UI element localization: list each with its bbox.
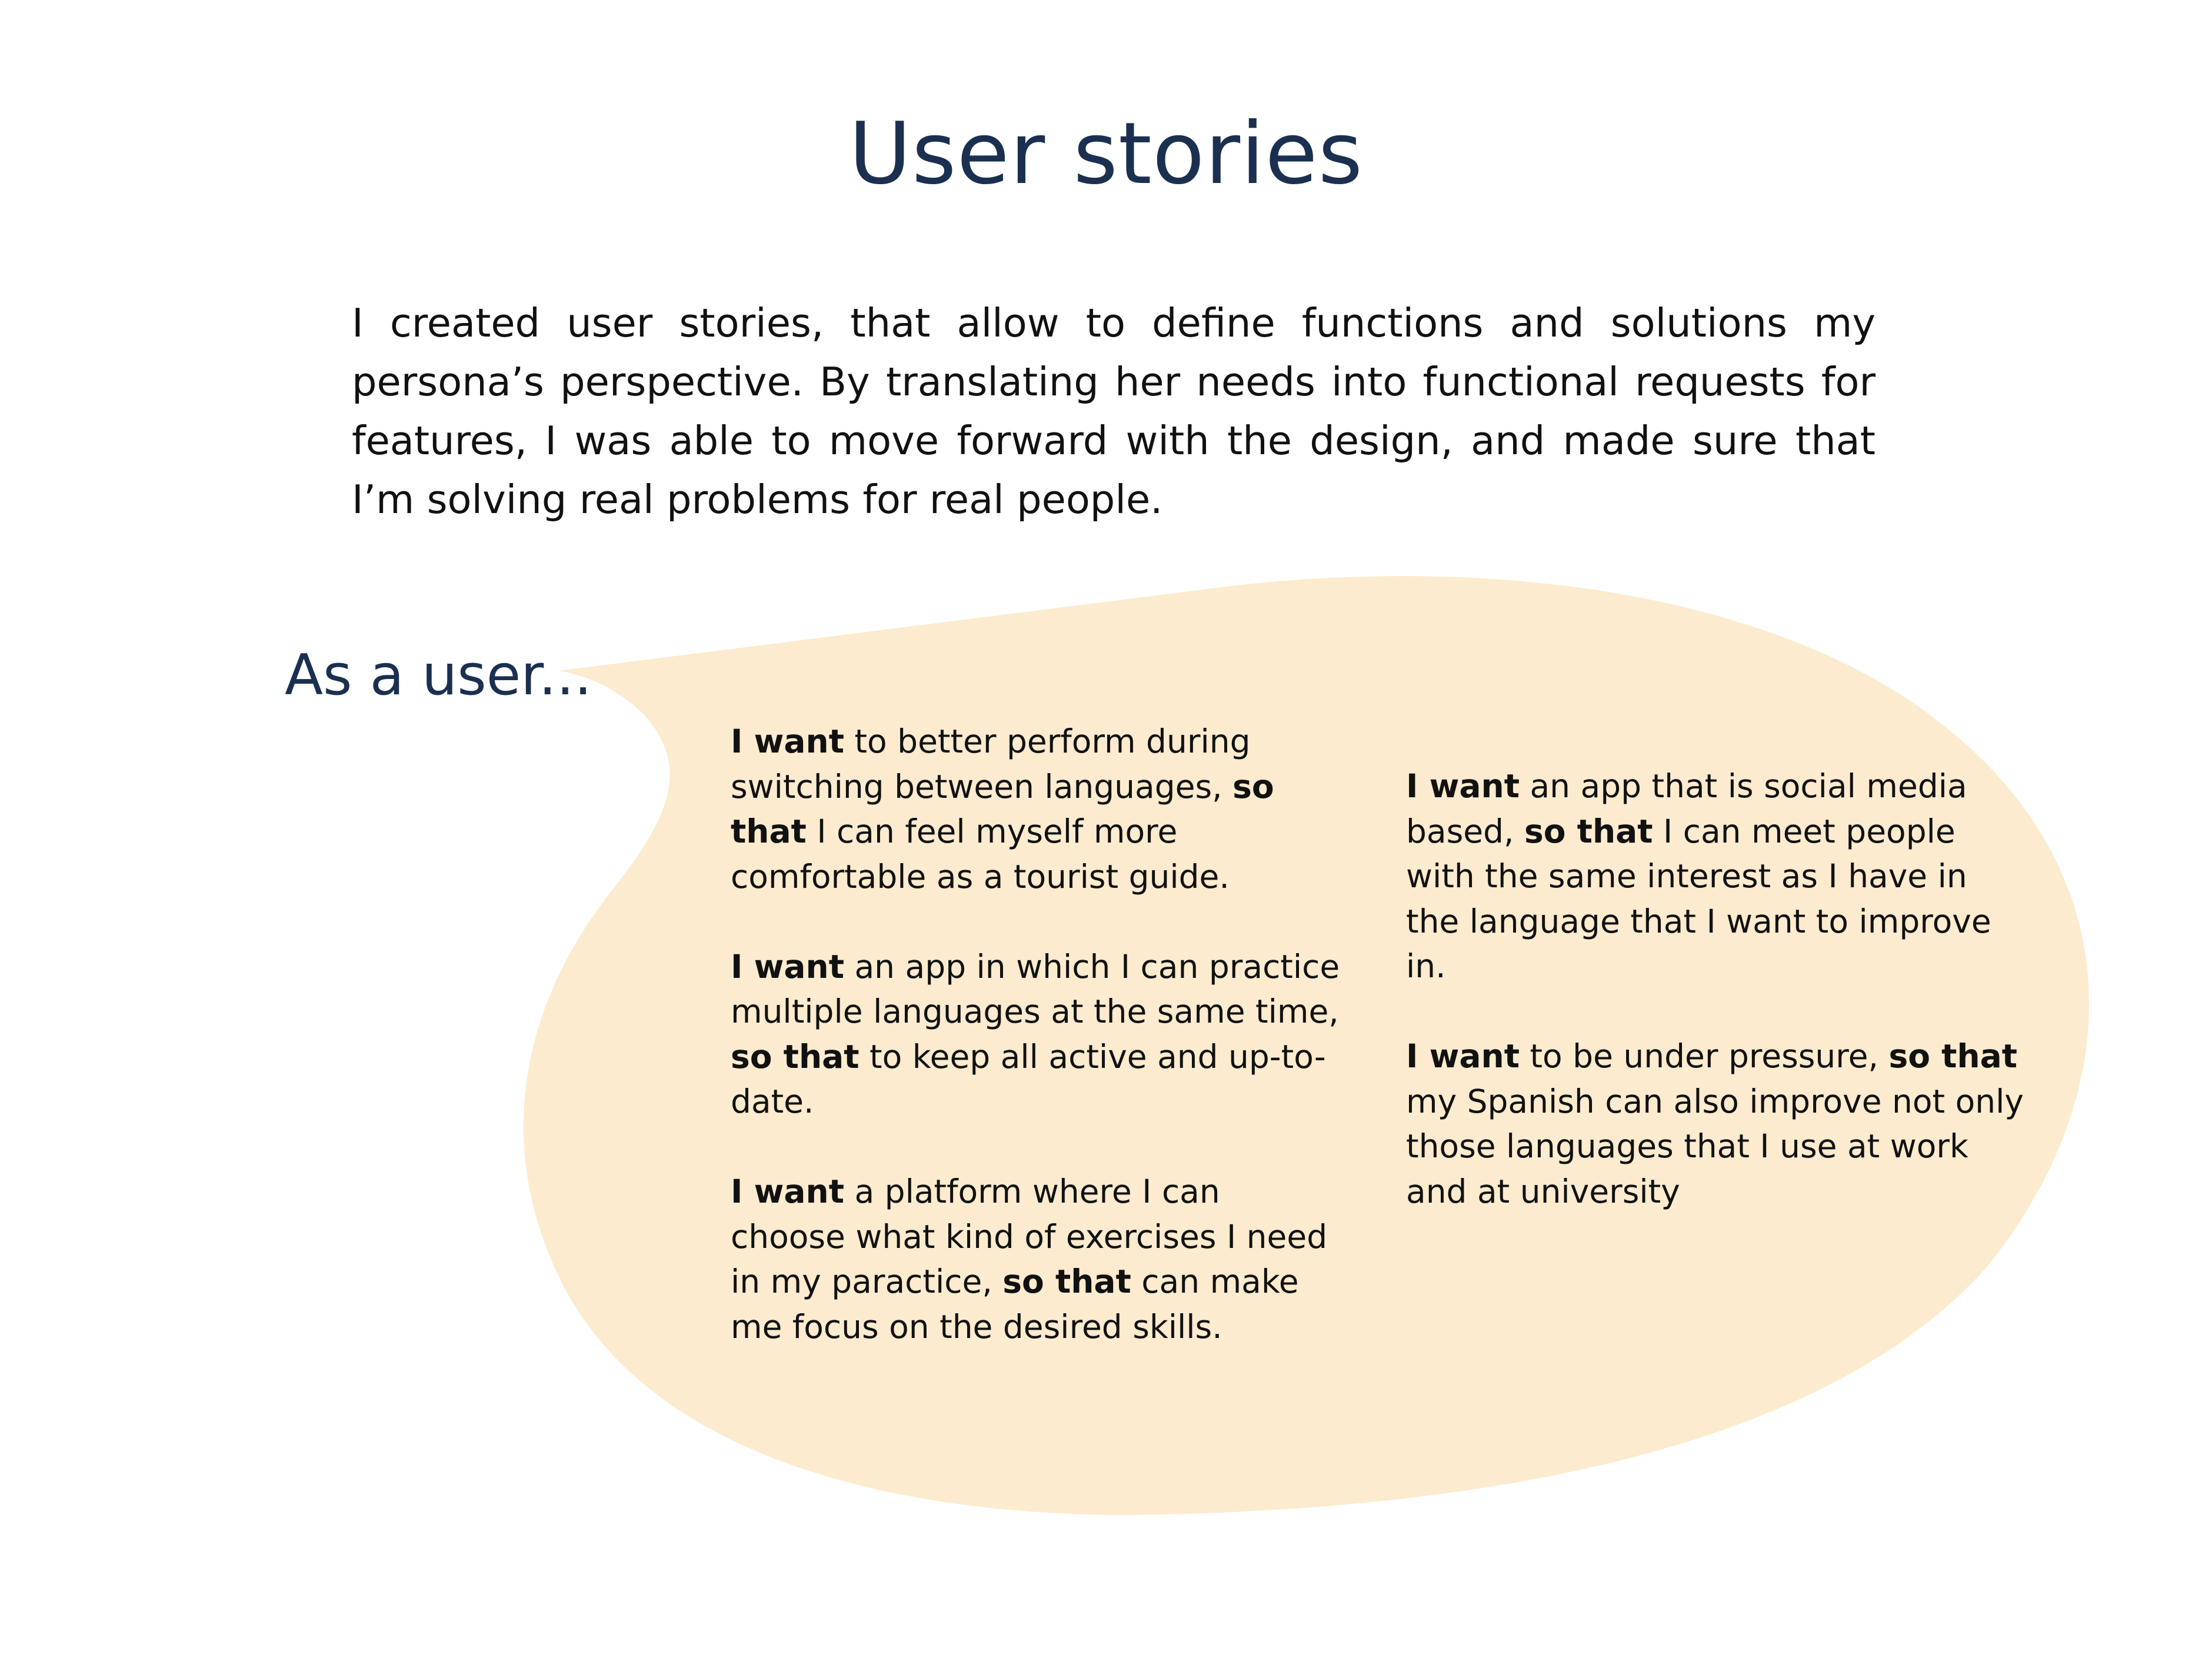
so-that-label: so that	[1002, 1263, 1131, 1300]
so-that-label: so that	[1524, 812, 1653, 850]
user-story	[1406, 764, 2030, 989]
so-that-text: my Spanish can also improve not only those languages that I use at work and at university	[1406, 1082, 2024, 1210]
want-label: I want	[731, 723, 844, 760]
want-text: to be under pressure,	[1519, 1037, 1889, 1075]
so-that-text: I can meet people with the same interest as I have in the language that I want to improve in.	[1406, 812, 1991, 985]
so-that-text: to keep all active and up-to-date.	[731, 1037, 1326, 1120]
so-that-label: so that	[1888, 1037, 2018, 1075]
so-that-text: I can feel myself more comfortable as a tourist guide.	[731, 813, 1230, 896]
so-that-label: so that	[731, 1037, 860, 1076]
user-story	[731, 1169, 1342, 1349]
so-that-label: so that	[731, 767, 1274, 850]
role-label: As a user...	[285, 643, 592, 708]
page-title: User stories	[848, 104, 1364, 204]
user-story	[731, 719, 1342, 899]
stories-column-left	[731, 719, 1342, 1394]
want-label: I want	[1406, 1037, 1520, 1075]
so-that-text: can make me focus on the desired skills.	[731, 1263, 1299, 1346]
want-text: an app in which I can practice multiple languages at the same time,	[731, 947, 1340, 1030]
want-text: to better perform during switching between languages,	[731, 723, 1251, 805]
want-label: I want	[731, 947, 844, 986]
user-story	[731, 944, 1342, 1124]
want-label: I want	[731, 1173, 844, 1210]
want-text: an app that is social media based,	[1406, 767, 1967, 850]
stories-column-right	[1406, 764, 2030, 1259]
want-text: a platform where I can choose what kind of exercises I need in my paractice,	[731, 1173, 1328, 1300]
intro-paragraph: I created user stories, that allow to define functions and solutions my persona’s perspective. By translating her needs into functional requests for features, I was able to move forward with the design, and made sure that I’m solving real problems for real people.	[352, 300, 1875, 522]
user-story	[1406, 1034, 2030, 1214]
want-label: I want	[1406, 767, 1520, 805]
